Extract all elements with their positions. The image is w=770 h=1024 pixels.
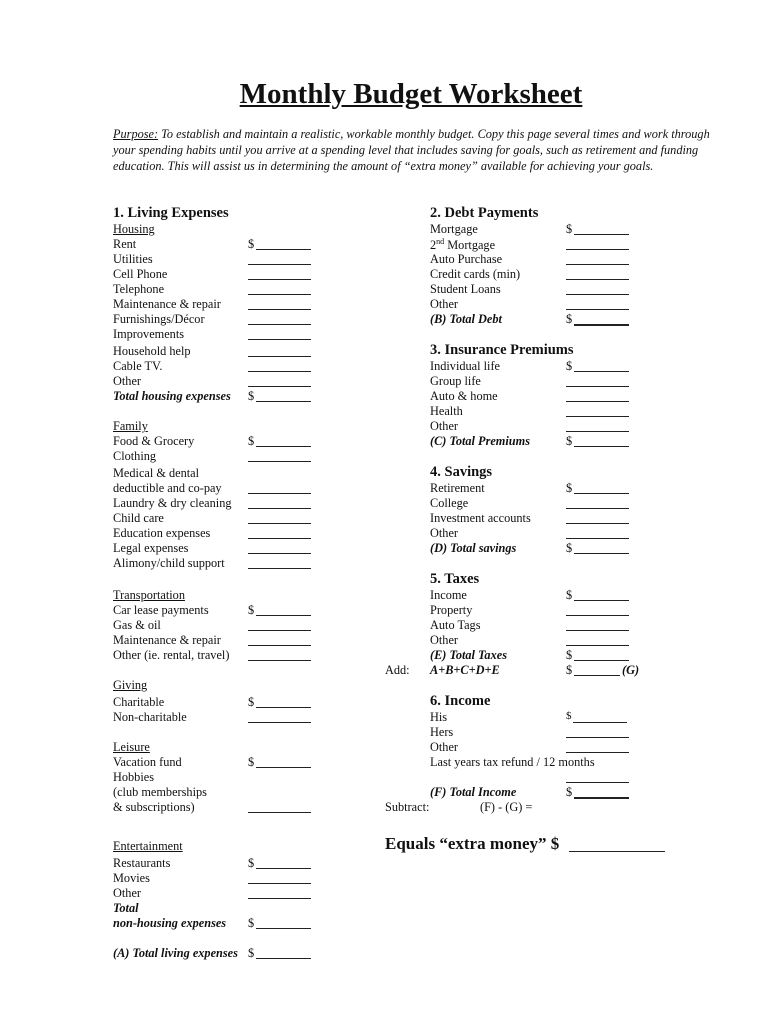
total-debt-field[interactable] [574,324,629,326]
savings-other-label: Other [430,526,458,540]
his-income-label: His [430,710,448,724]
total-debt-dollar: $ [566,312,573,326]
rent-field[interactable] [256,249,311,250]
auto-purchase-label: Auto Purchase [430,252,503,266]
second-mortgage-text: Mortgage [444,238,496,253]
cell-phone-field[interactable] [248,279,311,280]
investment-accounts-label: Investment accounts [430,511,531,525]
total-taxes-label: (E) Total Taxes [430,648,507,662]
transport-maintenance-label: Maintenance & repair [113,633,221,647]
car-lease-field[interactable] [256,615,311,616]
second-mortgage-number: 2 [430,238,437,253]
debt-other-label: Other [430,297,458,311]
income-other-label: Other [430,740,458,754]
living-expenses-heading: 1. Living Expenses [113,205,229,221]
hers-income-field[interactable] [566,737,629,738]
auto-tags-label: Auto Tags [430,618,481,632]
debt-payments-heading: 2. Debt Payments [430,205,539,221]
total-label: Total [113,901,139,915]
charitable-dollar: $ [248,695,255,709]
extra-money-label: Equals “extra money” $ [385,834,560,853]
second-mortgage-field[interactable] [566,249,629,250]
insurance-premiums-heading: 3. Insurance Premiums [430,342,574,358]
add-total-dollar: $ [566,663,573,677]
student-loans-label: Student Loans [430,282,501,296]
total-income-dollar: $ [566,785,573,799]
child-care-field[interactable] [248,523,311,524]
group-life-label: Group life [430,374,481,388]
transport-other-label: Other (ie. rental, travel) [113,648,230,662]
add-label: Add: [385,663,410,677]
add-formula: A+B+C+D+E [430,663,500,677]
rent-label: Rent [113,237,137,251]
improvements-field[interactable] [248,339,311,340]
income-tax-label: Income [430,588,467,602]
insurance-other-field[interactable] [566,431,629,432]
total-housing-label: Total housing expenses [113,389,231,403]
taxes-other-label: Other [430,633,458,647]
g-label: (G) [622,663,640,677]
health-label: Health [430,404,463,418]
total-living-field[interactable] [256,958,311,959]
household-help-field[interactable] [248,356,311,357]
auto-home-label: Auto & home [430,389,498,403]
alimony-field[interactable] [248,568,311,569]
individual-life-dollar: $ [566,359,573,373]
household-help-label: Household help [113,344,191,358]
furnishings-label: Furnishings/Décor [113,312,205,326]
tax-refund-field[interactable] [566,782,629,783]
non-charitable-field[interactable] [248,722,311,723]
total-income-label: (F) Total Income [430,785,517,799]
cable-tv-field[interactable] [248,371,311,372]
taxes-other-field[interactable] [566,645,629,646]
entertainment-other-label: Other [113,886,141,900]
alimony-label: Alimony/child support [113,556,225,570]
mortgage-field[interactable] [574,234,629,235]
housing-maintenance-field[interactable] [248,309,311,310]
purpose-paragraph [113,126,713,174]
furnishings-field[interactable] [248,324,311,325]
gas-oil-field[interactable] [248,630,311,631]
giving-label: Giving [113,678,148,692]
college-field[interactable] [566,508,629,509]
non-housing-field[interactable] [256,928,311,929]
vacation-dollar: $ [248,755,255,769]
health-field[interactable] [566,416,629,417]
investment-accounts-field[interactable] [566,523,629,524]
movies-label: Movies [113,871,150,885]
total-living-label: (A) Total living expenses [113,946,238,960]
extra-money-field[interactable] [569,851,665,852]
subscriptions-label: & subscriptions) [113,800,195,814]
total-taxes-field[interactable] [574,660,629,661]
car-lease-dollar: $ [248,603,255,617]
telephone-label: Telephone [113,282,165,296]
restaurants-label: Restaurants [113,856,171,870]
housing-other-label: Other [113,374,141,388]
vacation-fund-label: Vacation fund [113,755,182,769]
entertainment-other-field[interactable] [248,898,311,899]
housing-label: Housing [113,222,155,236]
debt-other-field[interactable] [566,309,629,310]
non-charitable-label: Non-charitable [113,710,187,724]
retirement-label: Retirement [430,481,485,495]
total-premiums-label: (C) Total Premiums [430,434,530,448]
individual-life-field[interactable] [574,371,629,372]
housing-other-field[interactable] [248,386,311,387]
savings-heading: 4. Savings [430,464,493,480]
restaurants-dollar: $ [248,856,255,870]
club-memberships-label: (club memberships [113,785,207,799]
medical-dental-field[interactable] [248,493,311,494]
transport-maintenance-field[interactable] [248,645,311,646]
income-heading: 6. Income [430,693,491,709]
add-total-field[interactable] [574,675,620,676]
child-care-label: Child care [113,511,164,525]
subtract-label: Subtract: [385,800,430,814]
movies-field[interactable] [248,883,311,884]
his-income-dollar: $ [566,710,572,722]
taxes-heading: 5. Taxes [430,571,480,587]
student-loans-field[interactable] [566,294,629,295]
total-living-dollar: $ [248,946,255,960]
charitable-label: Charitable [113,695,165,709]
family-label: Family [113,419,148,433]
hers-income-label: Hers [430,725,454,739]
total-housing-dollar: $ [248,389,255,403]
total-taxes-dollar: $ [566,648,573,662]
page-title: Monthly Budget Worksheet [239,78,583,110]
total-premiums-dollar: $ [566,434,573,448]
total-savings-dollar: $ [566,541,573,555]
auto-home-field[interactable] [566,401,629,402]
education-expenses-field[interactable] [248,538,311,539]
group-life-field[interactable] [566,386,629,387]
auto-tags-field[interactable] [566,630,629,631]
hobbies-field[interactable] [248,812,311,813]
food-dollar: $ [248,434,255,448]
non-housing-label: non-housing expenses [113,916,227,930]
charitable-field[interactable] [256,707,311,708]
cell-phone-label: Cell Phone [113,267,168,281]
retirement-field[interactable] [574,493,629,494]
total-savings-label: (D) Total savings [430,541,517,555]
legal-expenses-field[interactable] [248,553,311,554]
laundry-field[interactable] [248,508,311,509]
retirement-dollar: $ [566,481,573,495]
property-tax-label: Property [430,603,473,617]
tax-refund-label: Last years tax refund / 12 months [430,755,595,769]
transportation-label: Transportation [113,588,185,602]
education-expenses-label: Education expenses [113,526,211,540]
hobbies-label: Hobbies [113,770,154,784]
credit-cards-label: Credit cards (min) [430,267,521,281]
laundry-label: Laundry & dry cleaning [113,496,232,510]
telephone-field[interactable] [248,294,311,295]
auto-purchase-field[interactable] [566,264,629,265]
second-mortgage-ordinal: nd [436,237,445,246]
car-lease-label: Car lease payments [113,603,209,617]
leisure-label: Leisure [113,740,150,754]
transport-other-field[interactable] [248,660,311,661]
restaurants-field[interactable] [256,868,311,869]
food-grocery-label: Food & Grocery [113,434,195,448]
purpose-text: To establish and maintain a realistic, workable monthly budget. Copy this page several times and work through your spending habits until you arrive at a spending level that includes saving for goals, such as retirement and funding education. This will assist us in determining the amount of “extra money” available for achieving your goals. [113,127,710,173]
rent-dollar: $ [248,237,255,251]
legal-expenses-label: Legal expenses [113,541,189,555]
mortgage-label: Mortgage [430,222,478,236]
clothing-field[interactable] [248,461,311,462]
mortgage-dollar: $ [566,222,573,236]
vacation-fund-field[interactable] [256,767,311,768]
credit-cards-field[interactable] [566,279,629,280]
savings-other-field[interactable] [566,538,629,539]
insurance-other-label: Other [430,419,458,433]
individual-life-label: Individual life [430,359,501,373]
property-tax-field[interactable] [566,615,629,616]
total-savings-field[interactable] [574,553,629,554]
housing-maintenance-label: Maintenance & repair [113,297,221,311]
non-housing-dollar: $ [248,916,255,930]
improvements-label: Improvements [113,327,185,341]
college-label: College [430,496,469,510]
income-tax-dollar: $ [566,588,573,602]
cable-tv-label: Cable TV. [113,359,163,373]
deductible-label: deductible and co-pay [113,481,222,495]
clothing-label: Clothing [113,449,157,463]
entertainment-label: Entertainment [113,839,183,853]
income-tax-field[interactable] [574,600,629,601]
utilities-field[interactable] [248,264,311,265]
subtract-formula: (F) - (G) = [480,800,533,814]
income-other-field[interactable] [566,752,629,753]
gas-oil-label: Gas & oil [113,618,161,632]
utilities-label: Utilities [113,252,153,266]
total-income-field[interactable] [574,797,629,799]
total-premiums-field[interactable] [574,446,629,447]
total-housing-field[interactable] [256,401,311,402]
his-income-field[interactable] [573,722,627,723]
total-debt-label: (B) Total Debt [430,312,502,326]
second-mortgage-label [430,237,495,253]
purpose-label: Purpose: [113,127,159,141]
food-grocery-field[interactable] [256,446,311,447]
medical-dental-label: Medical & dental [113,466,200,480]
